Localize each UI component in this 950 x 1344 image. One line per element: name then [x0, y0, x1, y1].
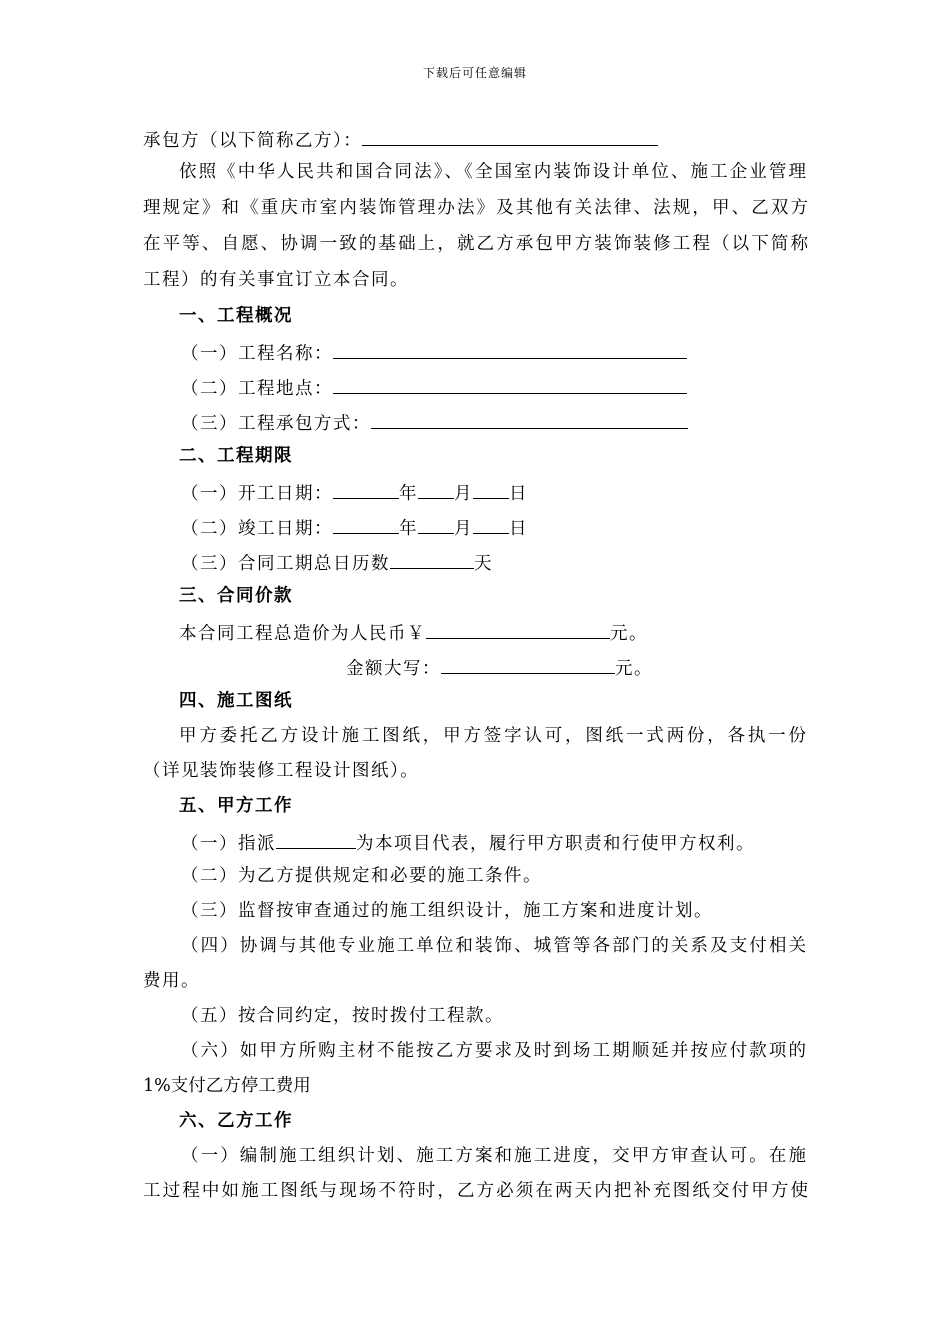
- total-price-line: [179, 621, 844, 644]
- section-5-title: 五、甲方工作: [179, 796, 293, 816]
- project-location-label: （二）工程地点：: [181, 379, 333, 399]
- party-a-item-5: （五）按合同约定，按时拨付工程款。: [181, 1006, 504, 1026]
- party-a-item-4-line-1: （四）协调与其他专业施工单位和装饰、城管等各部门的关系及支付相关: [181, 936, 806, 956]
- total-days-blank[interactable]: [390, 551, 474, 569]
- start-month-blank[interactable]: [418, 481, 454, 499]
- year-label: 年: [399, 519, 418, 539]
- end-date-label: （二）竣工日期：: [181, 519, 333, 539]
- item-1-post: 为本项目代表，履行甲方职责和行使甲方权利。: [356, 834, 755, 854]
- start-date-label: （一）开工日期：: [181, 484, 333, 504]
- section-2-title: 二、工程期限: [179, 446, 293, 466]
- section-4-title: 四、施工图纸: [179, 691, 293, 711]
- yuan-label: 元。: [615, 659, 653, 679]
- party-b-item-1-line-1: （一）编制施工组织计划、施工方案和施工进度，交甲方审查认可。在施: [181, 1146, 806, 1166]
- party-a-item-6-line-2: 1%支付乙方停工费用: [143, 1076, 311, 1096]
- month-label: 月: [454, 519, 473, 539]
- drawings-line-1: 甲方委托乙方设计施工图纸，甲方签字认可，图纸一式两份，各执一份: [179, 726, 806, 746]
- intro-line-3: 在平等、自愿、协调一致的基础上，就乙方承包甲方装饰装修工程（以下简称: [143, 234, 808, 254]
- amount-words-blank[interactable]: [441, 656, 615, 674]
- intro-line-4: 工程）的有关事宜订立本合同。: [143, 270, 409, 290]
- contract-method-line: [181, 411, 846, 434]
- total-price-blank[interactable]: [426, 621, 610, 639]
- intro-line-1: 依照《中华人民共和国合同法》、《全国室内装饰设计单位、施工企业管理: [179, 162, 806, 182]
- project-location-line: [181, 376, 846, 399]
- day-label: 日: [509, 519, 528, 539]
- drawings-line-2: （详见装饰装修工程设计图纸）。: [143, 761, 420, 781]
- party-a-item-6-line-1: （六）如甲方所购主材不能按乙方要求及时到场工期顺延并按应付款项的: [181, 1041, 806, 1061]
- days-unit: 天: [474, 554, 493, 574]
- party-a-item-1: [181, 831, 846, 854]
- project-location-blank[interactable]: [333, 376, 687, 394]
- contractor-label: 承包方（以下简称乙方）：: [143, 131, 363, 151]
- total-days-line: [181, 551, 846, 574]
- yuan-label: 元。: [610, 624, 648, 644]
- item-1-pre: （一）指派: [181, 834, 276, 854]
- representative-blank[interactable]: [276, 831, 356, 849]
- party-a-item-4-line-2: 费用。: [143, 971, 200, 991]
- year-label: 年: [399, 484, 418, 504]
- party-a-item-3: （三）监督按审查通过的施工组织设计，施工方案和进度计划。: [181, 901, 713, 921]
- end-day-blank[interactable]: [473, 516, 509, 534]
- party-b-item-1-line-2: 工过程中如施工图纸与现场不符时，乙方必须在两天内把补充图纸交付甲方使: [143, 1181, 808, 1201]
- section-6-title: 六、乙方工作: [179, 1111, 293, 1131]
- start-day-blank[interactable]: [473, 481, 509, 499]
- end-year-blank[interactable]: [333, 516, 399, 534]
- contractor-blank[interactable]: [362, 128, 658, 146]
- month-label: 月: [454, 484, 473, 504]
- day-label: 日: [509, 484, 528, 504]
- contract-method-label: （三）工程承包方式：: [181, 414, 371, 434]
- amount-words-label: 金额大写：: [346, 659, 441, 679]
- page-header: 下载后可任意编辑: [422, 66, 527, 80]
- total-price-label: 本合同工程总造价为人民币￥: [179, 624, 426, 644]
- section-1-title: 一、工程概况: [179, 306, 293, 326]
- start-year-blank[interactable]: [333, 481, 399, 499]
- end-month-blank[interactable]: [418, 516, 454, 534]
- project-name-label: （一）工程名称：: [181, 344, 333, 364]
- contractor-line: [143, 128, 808, 151]
- end-date-line: [181, 516, 846, 539]
- start-date-line: [181, 481, 846, 504]
- party-a-item-2: （二）为乙方提供规定和必要的施工条件。: [181, 866, 542, 886]
- project-name-blank[interactable]: [333, 341, 687, 359]
- intro-line-2: 理规定》和《重庆市室内装饰管理办法》及其他有关法律、法规，甲、乙双方: [143, 198, 808, 218]
- contract-method-blank[interactable]: [371, 411, 688, 429]
- amount-words-line: [346, 656, 950, 679]
- project-name-line: [181, 341, 846, 364]
- section-3-title: 三、合同价款: [179, 586, 293, 606]
- total-days-label: （三）合同工期总日历数: [181, 554, 390, 574]
